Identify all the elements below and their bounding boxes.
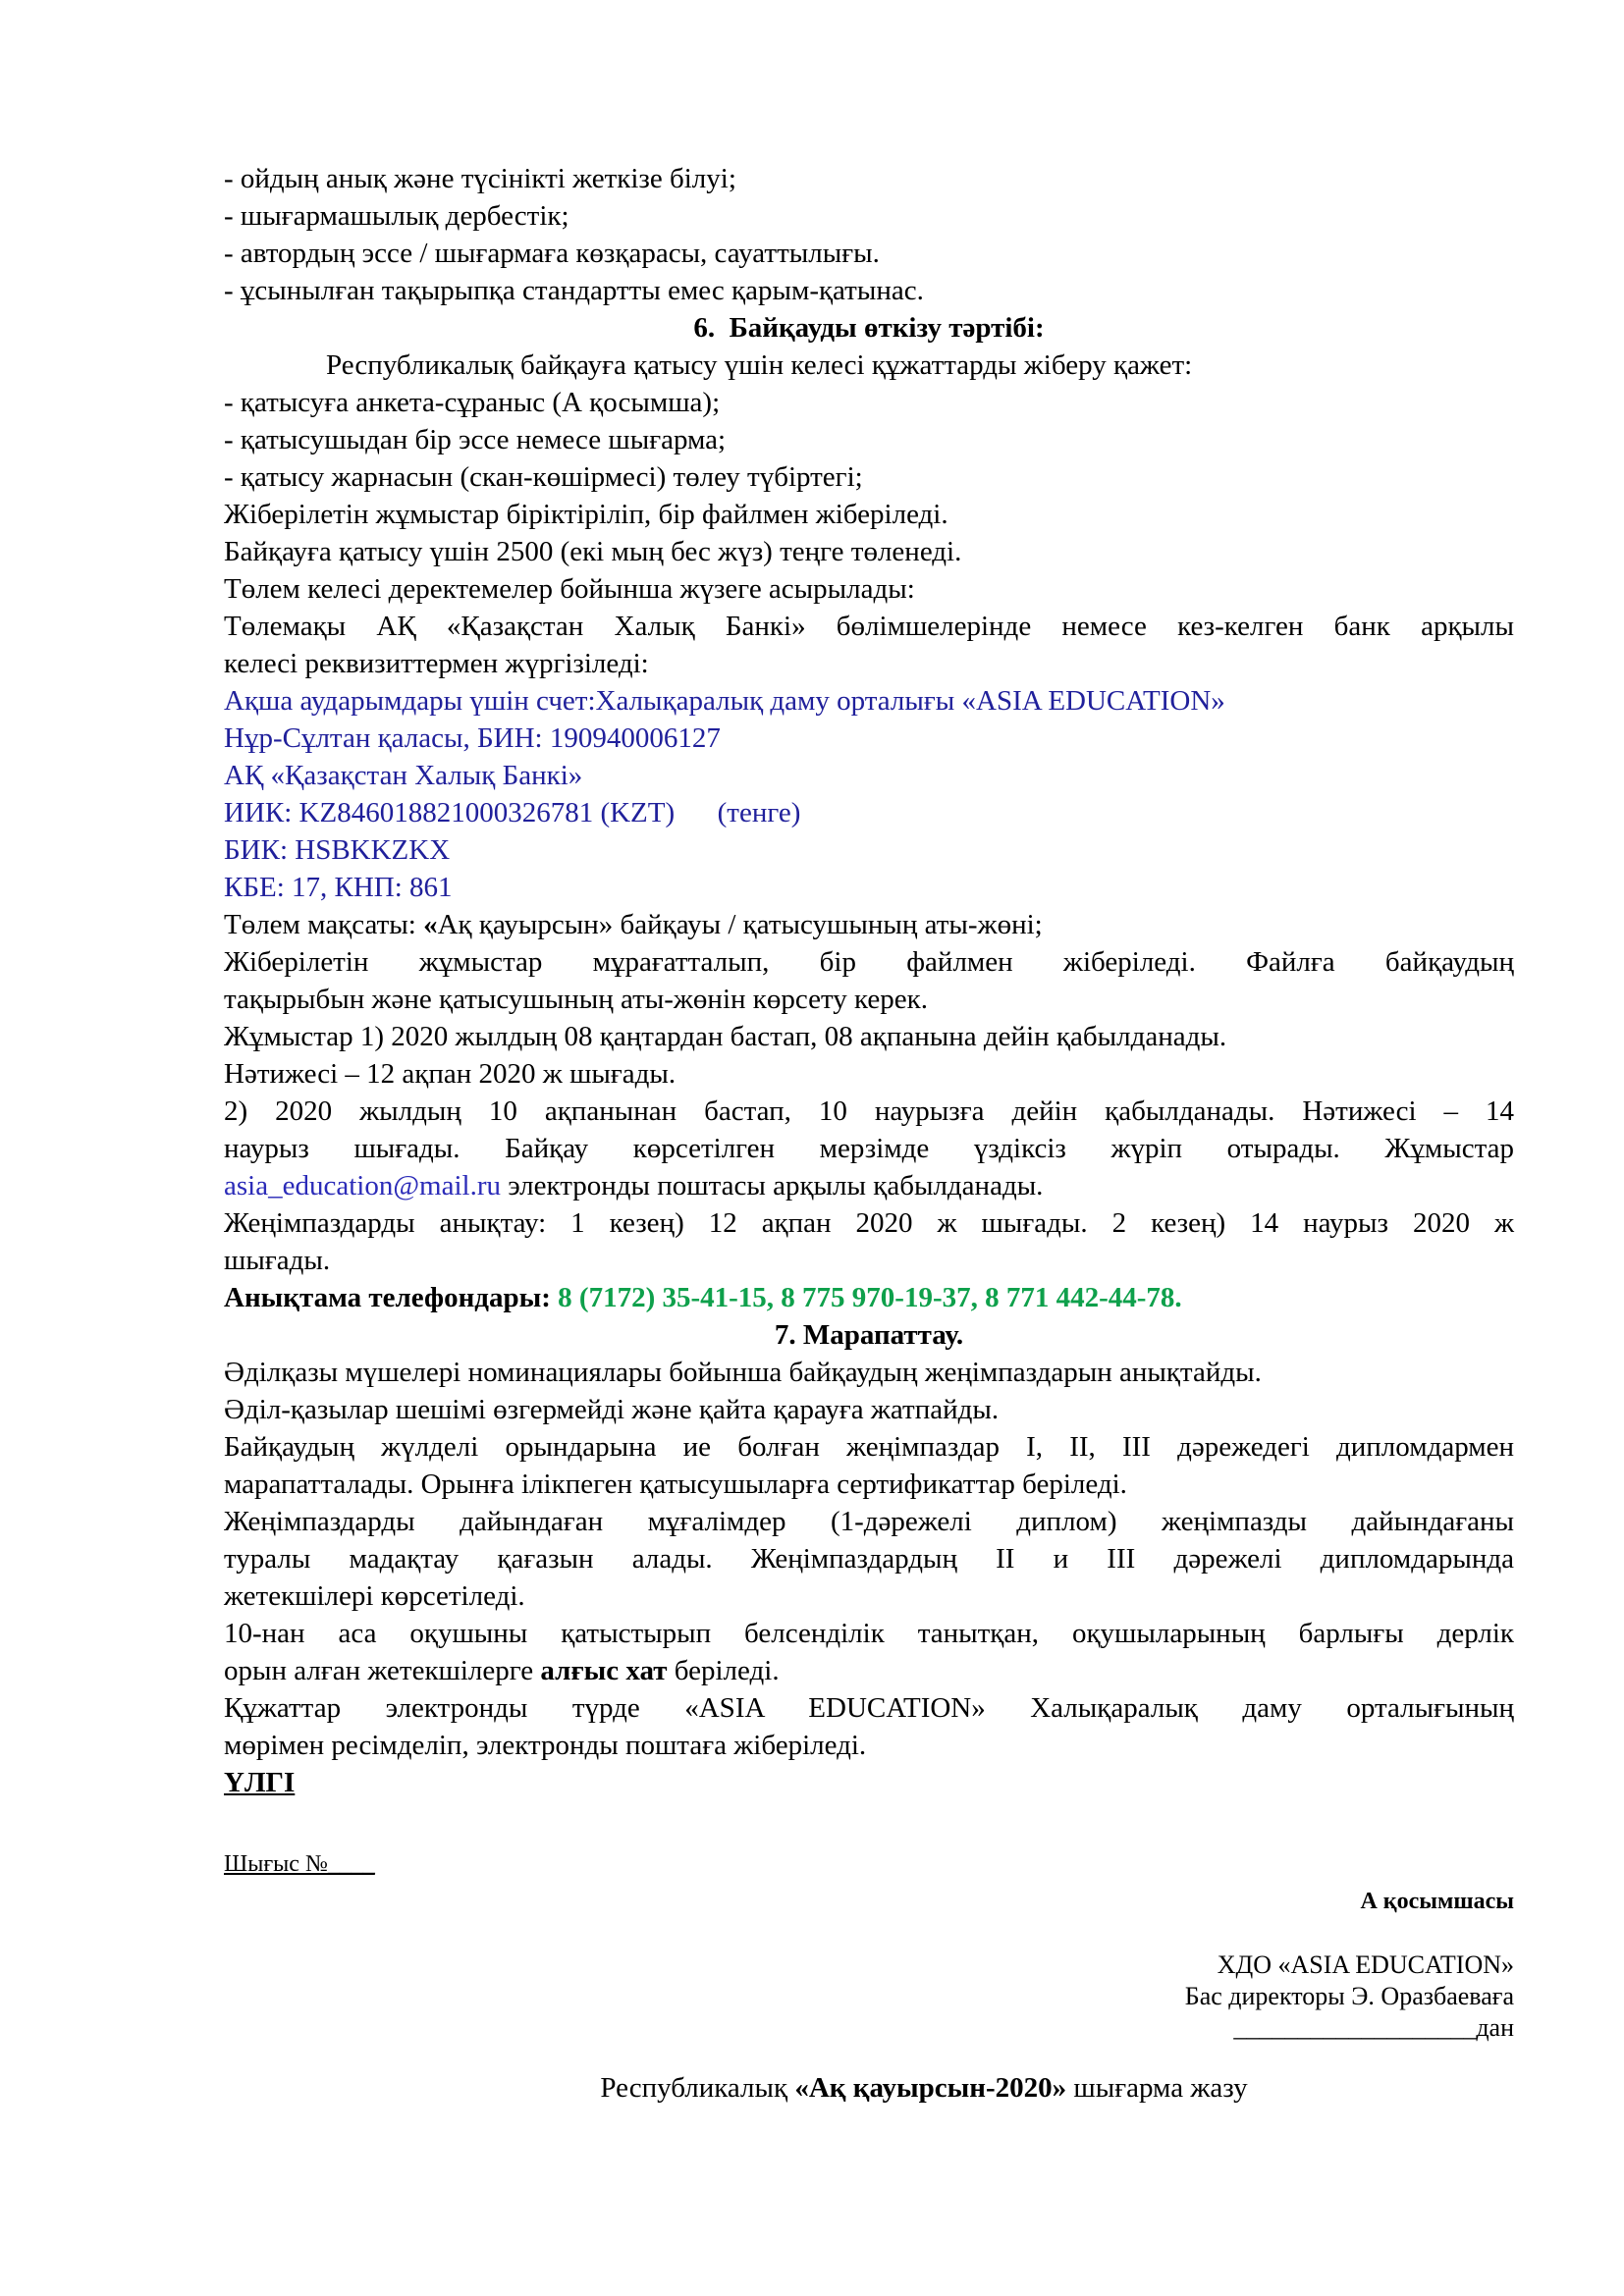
text-line <box>224 1391 1514 1428</box>
text-line <box>224 682 1514 720</box>
text-line <box>224 831 1514 869</box>
text-line <box>224 1242 1514 1279</box>
text-run: ИИК: KZ846018821000326781 (KZT) (тенге) <box>224 797 801 828</box>
text-run: - қатысуға анкета-сұраныс (А қосымша); <box>224 387 721 418</box>
text-run: Республикалық <box>600 2072 795 2104</box>
text-run: Әділқазы мүшелері номинациялары бойынша байқаудың жеңімпаздарын анықтайды. <box>224 1357 1262 1388</box>
text-run: Ақ қауырсын» байқауы / қатысушының аты-жөні; <box>437 909 1043 940</box>
text-line <box>224 981 1514 1018</box>
email-link[interactable]: asia_education@mail.ru <box>224 1170 501 1201</box>
text-line <box>224 645 1514 682</box>
text-run: Жұмыстар 1) 2020 жылдың 08 қаңтардан бастап, 08 ақпанына дейін қабылданады. <box>224 1021 1227 1052</box>
text-line <box>224 794 1514 831</box>
text-line <box>224 1354 1514 1391</box>
text-line <box>224 1204 1514 1242</box>
text-line <box>224 943 1514 981</box>
text-line <box>224 869 1514 906</box>
text-line <box>224 458 1514 496</box>
text-run: ХДО «ASIA EDUCATION» <box>1217 1950 1514 1979</box>
text-line <box>1185 1981 1514 2012</box>
text-run: Анықтама телефондары: <box>224 1282 559 1313</box>
text-line <box>224 1727 1514 1764</box>
text-line <box>224 1130 1514 1167</box>
text-line <box>224 1764 1514 1801</box>
text-line <box>224 1018 1514 1055</box>
text-run: АҚ «Қазақстан Халық Банкі» <box>224 760 583 791</box>
text-run: орын алған жетекшілерге <box>224 1655 541 1686</box>
text-run: 8 (7172) 35-41-15, 8 775 970-19-37, 8 771 442-44-78. <box>558 1282 1182 1313</box>
text-run: - қатысу жарнасын (скан-көшірмесі) төлеу түбіртегі; <box>224 461 863 493</box>
text-line <box>224 1279 1514 1316</box>
text-run: КБЕ: 17, КНП: 861 <box>224 872 453 903</box>
text-run: наурыз шығады. Байқау көрсетілген мерзімде үздіксіз жүріп отырады. Жұмыстар <box>224 1133 1514 1164</box>
text-line <box>224 2069 1624 2107</box>
text-line <box>224 160 1514 197</box>
text-line <box>224 1652 1514 1689</box>
text-run: Байқаудың жүлделі орындарына ие болған жеңімпаздар I, II, III дәрежедегі дипломдармен <box>224 1431 1514 1463</box>
text-run: туралы мадақтау қағазын алады. Жеңімпаздардың II и III дәрежелі дипломдарында <box>224 1543 1514 1575</box>
text-run: Жеңімпаздарды анықтау: 1 кезең) 12 ақпан 2020 ж шығады. 2 кезең) 14 наурыз 2020 ж <box>224 1207 1514 1239</box>
text-run: Төлем мақсаты: <box>224 909 424 940</box>
text-run: мөрімен ресімделіп, электронды поштаға жіберіледі. <box>224 1730 867 1761</box>
text-run: марапатталады. Орынға ілікпеген қатысушыларға сертификаттар беріледі. <box>224 1468 1127 1500</box>
text-run: тақырыбын және қатысушының аты-жөнін көрсету керек. <box>224 984 928 1015</box>
text-line <box>224 570 1514 608</box>
text-line <box>224 1466 1514 1503</box>
text-run: Нұр-Сұлтан қаласы, БИН: 190940006127 <box>224 722 721 754</box>
text-run: Жіберілетін жұмыстар мұрағатталып, бір файлмен жіберіледі. Файлға байқаудың <box>224 946 1514 978</box>
text-line <box>224 1503 1514 1540</box>
text-run: - ұсынылған тақырыпқа стандартты емес қарым-қатынас. <box>224 275 924 306</box>
text-run: шығарма жазу <box>1066 2072 1248 2104</box>
contest-title <box>224 2069 1624 2107</box>
text-run: алғыс хат <box>540 1655 668 1686</box>
text-run: - автордың эссе / шығармаға көзқарасы, сауаттылығы. <box>224 238 880 269</box>
text-line <box>224 1093 1514 1130</box>
text-line <box>224 1316 1514 1354</box>
text-run: - ойдың анық және түсінікті жеткізе білуі; <box>224 163 736 194</box>
text-line <box>224 1167 1514 1204</box>
text-line <box>224 347 1514 384</box>
text-line <box>224 906 1514 943</box>
text-run: 6. Байқауды өткізу тәртібі: <box>693 312 1045 344</box>
text-run: Бас директоры Э. Оразбаеваға <box>1184 1982 1514 2010</box>
text-run: электронды поштасы арқылы қабылданады. <box>500 1170 1044 1201</box>
text-run: ҮЛГІ <box>224 1767 296 1798</box>
text-line <box>224 1689 1514 1727</box>
text-line <box>224 1428 1514 1466</box>
text-line <box>1185 1949 1514 1981</box>
text-run: Ақша аударымдары үшін счет:Халықаралық даму орталығы «ASIA EDUCATION» <box>224 685 1225 717</box>
text-run: жетекшілері көрсетіледі. <box>224 1580 525 1612</box>
text-run: шығады. <box>224 1245 331 1276</box>
text-line <box>224 421 1514 458</box>
document-body <box>224 160 1514 1801</box>
text-run: Құжаттар электронды түрде «ASIA EDUCATION» Халықаралық даму орталығының <box>224 1692 1514 1724</box>
text-run: - қатысушыдан бір эссе немесе шығарма; <box>224 424 727 455</box>
appendix-label: А қосымшасы <box>1360 1889 1514 1914</box>
text-line <box>224 384 1514 421</box>
text-line <box>224 757 1514 794</box>
text-run: беріледі. <box>667 1655 780 1686</box>
text-line <box>224 496 1514 533</box>
text-run: Төлем келесі деректемелер бойынша жүзеге асырылады: <box>224 573 915 605</box>
text-run: Төлемақы АҚ «Қазақстан Халық Банкі» бөлімшелерінде немесе кез-келген банк арқылы <box>224 611 1514 642</box>
text-line <box>224 1540 1514 1577</box>
text-run: 7. Марапаттау. <box>774 1319 964 1351</box>
text-line <box>1185 2012 1514 2044</box>
text-run: - шығармашылық дербестік; <box>224 200 569 232</box>
text-line <box>224 1615 1514 1652</box>
text-run: Әділ-қазылар шешімі өзгермейді және қайта қарауға жатпайды. <box>224 1394 1000 1425</box>
text-line <box>224 235 1514 272</box>
addressee-block <box>1185 1949 1514 2044</box>
text-line <box>224 309 1514 347</box>
text-run: Республикалық байқауға қатысу үшін келесі құжаттарды жіберу қажет: <box>326 349 1193 381</box>
text-run: Нәтижесі – 12 ақпан 2020 ж шығады. <box>224 1058 677 1090</box>
text-run: 10-нан аса оқушыны қатыстырып белсенділік танытқан, оқушыларының барлығы дерлік <box>224 1618 1514 1649</box>
text-run: ___________________дан <box>1233 2013 1514 2042</box>
text-line <box>224 720 1514 757</box>
text-run: Байқауға қатысу үшін 2500 (екі мың бес жүз) теңге төленеді. <box>224 536 962 567</box>
text-run: « <box>423 909 438 940</box>
text-line <box>224 1055 1514 1093</box>
text-line <box>224 533 1514 570</box>
text-run: БИК: HSBKKZKX <box>224 834 451 866</box>
text-run: Жіберілетін жұмыстар біріктіріліп, бір файлмен жіберіледі. <box>224 499 948 530</box>
text-run: келесі реквизиттермен жүргізіледі: <box>224 648 649 679</box>
text-line <box>224 197 1514 235</box>
text-line <box>224 608 1514 645</box>
text-run: 2) 2020 жылдың 10 ақпанынан бастап, 10 наурызға дейін қабылданады. Нәтижесі – 14 <box>224 1095 1514 1127</box>
text-line <box>224 1577 1514 1615</box>
outgoing-number: Шығыс №____ <box>224 1851 375 1877</box>
text-run: «Ақ қауырсын-2020» <box>794 2072 1067 2104</box>
text-line <box>224 272 1514 309</box>
text-run: Жеңімпаздарды дайындаған мұғалімдер (1-дәрежелі диплом) жеңімпазды дайындағаны <box>224 1506 1514 1537</box>
